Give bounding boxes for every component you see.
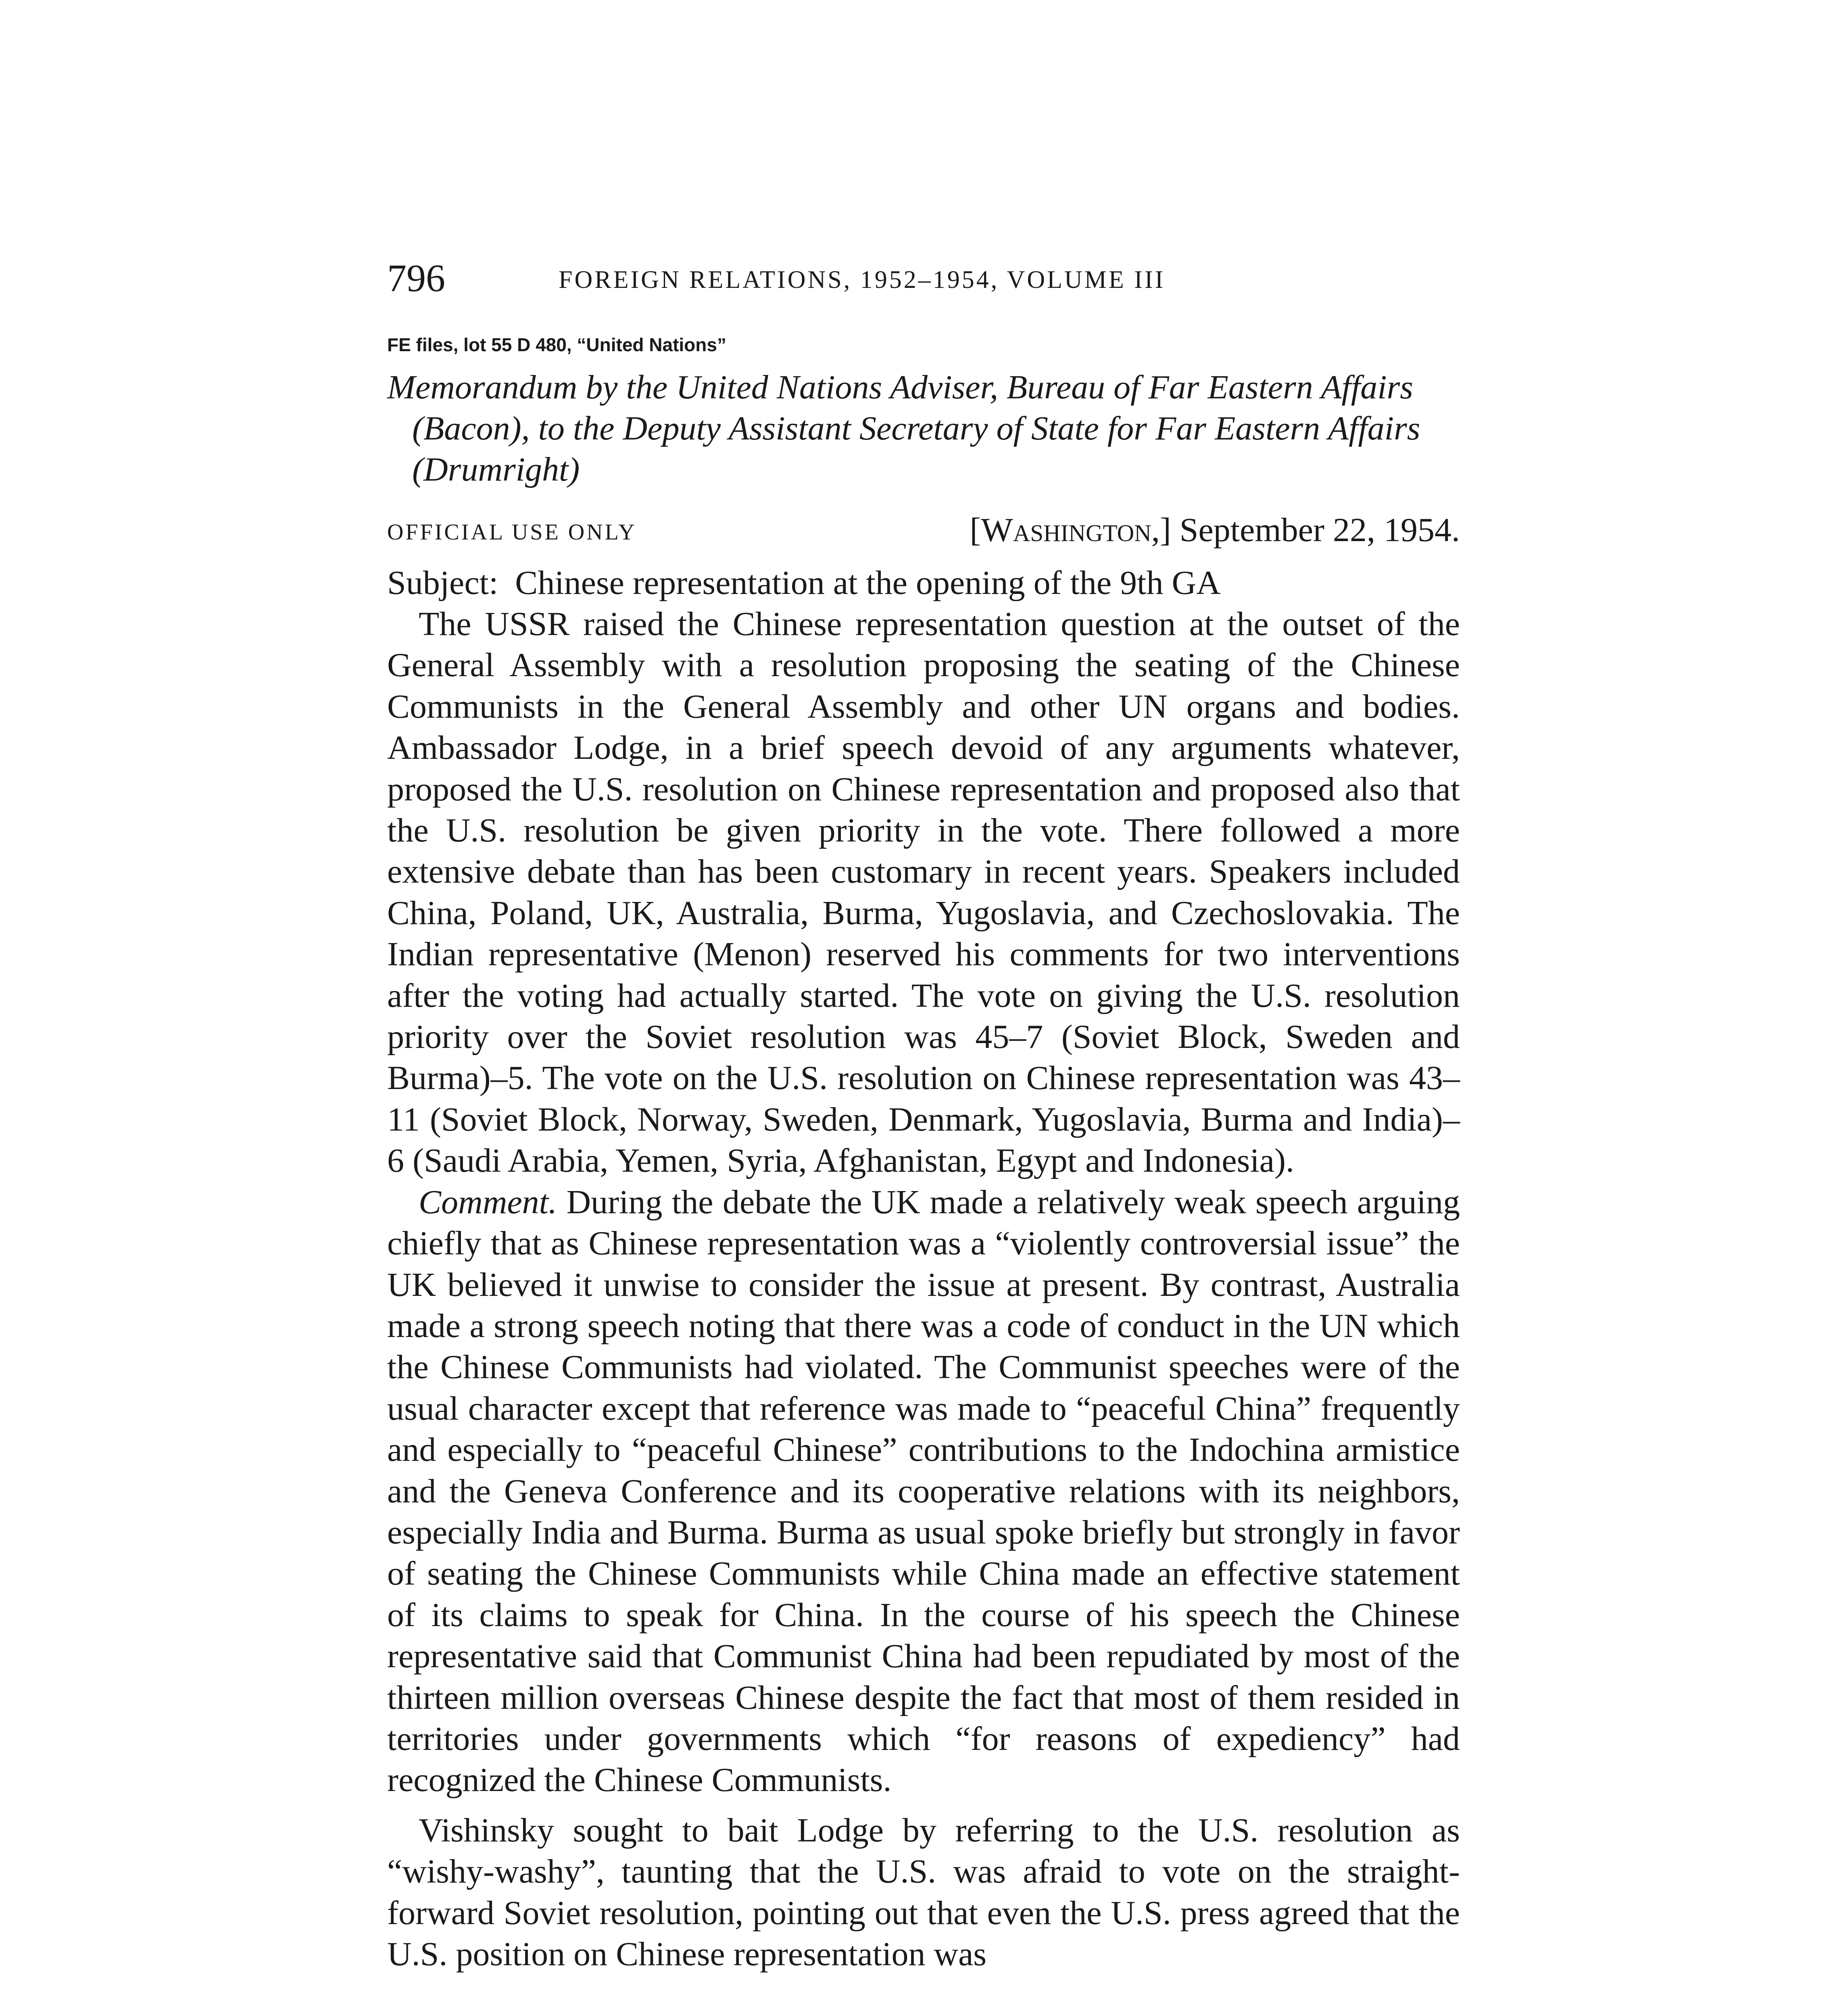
subject-label: Subject: [387, 564, 498, 602]
dateline-place: [Washington,] [970, 511, 1171, 549]
comment-label: Comment. [419, 1183, 557, 1221]
dateline-date: September 22, 1954. [1179, 511, 1460, 549]
subject-line [387, 562, 1460, 604]
subject-text: Chinese representation at the opening of the 9th GA [515, 564, 1221, 602]
running-head [387, 254, 1452, 302]
comment-text: During the debate the UK made a relatively weak speech arguing chiefly that as Chinese representation was a “violently controversial issue” the UK believed it unwise to consider the issue at present. By contrast, Australia made a strong speech noting that there was a code of conduct in the UN which the Chinese Communists had violated. The Communist speeches were of the usual character except that reference was made to “peaceful China” frequently and especially to “peaceful Chinese” contributions to the Indochina armistice and the Geneva Conference and its cooperative relations with its neighbors, especially India and Burma. Burma as usual spoke briefly but strongly in favor of seating the Chinese Communists while China made an effective statement of its claims to speak for China. In the course of his speech the Chinese representative said that Communist China had been repudiated by most of the thirteen million overseas Chinese despite the fact that most of them resided in territories under governments which “for reasons of expediency” had recognized the Chinese Communists. [387, 1183, 1460, 1799]
memo-body [387, 604, 1460, 1975]
file-reference: FE files, lot 55 D 480, “United Nations” [387, 334, 726, 355]
classification-row [387, 510, 1460, 550]
paragraph-comment [387, 1182, 1460, 1801]
dateline [970, 510, 1460, 550]
paragraph-votes: The USSR raised the Chinese representation question at the outset of the General Assembly with a resolution proposing the seating of the Chinese Communists in the General Assembly and other UN organs and bodies. Ambassador Lodge, in a brief speech devoid of any arguments whatever, proposed the U.S. resolution on Chinese representation and proposed also that the U.S. resolution be given priority in the vote. There followed a more extensive debate than has been customary in recent years. Speakers included China, Poland, UK, Australia, Burma, Yugoslavia, and Czechoslovakia. The Indian representative (Menon) reserved his comments for two interventions after the voting had actually started. The vote on giving the U.S. resolution priority over the Soviet resolution was 45–7 (Soviet Block, Sweden and Burma)–5. The vote on the U.S. resolution on Chinese representation was 43–11 (Soviet Block, Norway, Sweden, Denmark, Yugoslavia, Burma and India)–6 (Saudi Arabia, Yemen, Syria, Afghanistan, Egypt and Indonesia). [387, 605, 1460, 1180]
paragraph-vishinsky: Vishinsky sought to bait Lodge by referring to the U.S. resolution as “wishy-washy”, taunting that the U.S. was afraid to vote on the straight-forward Soviet resolution, pointing out that even the U.S. press agreed that the U.S. position on Chinese representation was [387, 1811, 1460, 1973]
series-title: FOREIGN RELATIONS, 1952–1954, VOLUME III [559, 266, 1166, 294]
page-number: 796 [387, 256, 445, 300]
document-heading: Memorandum by the United Nations Adviser, Bureau of Far Eastern Affairs (Bacon), to the Deputy Assistant Secretary of State for Far Eastern Affairs (Drumright) [387, 369, 1420, 488]
classification-label: OFFICIAL USE ONLY [387, 520, 637, 545]
